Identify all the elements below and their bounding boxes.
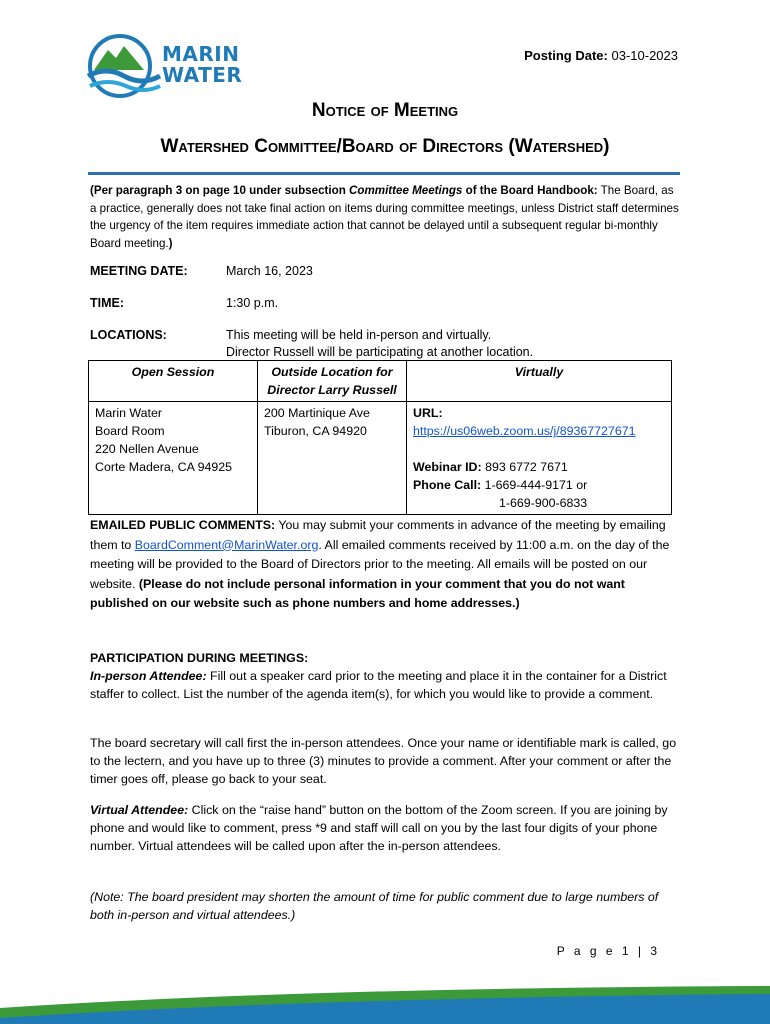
locations-table-header bbox=[89, 361, 672, 402]
participation-heading-text: PARTICIPATION DURING MEETINGS: bbox=[90, 651, 309, 665]
virtual-text: Click on the “raise hand” button on the bottom of the Zoom screen. If you are joining by phone and would like to comment, press *9 and staff will call on you by the last four digits of your phone number. Virtual attendees will be called upon after the in-person attendees. bbox=[90, 803, 668, 853]
phone-number-1: 1-669-444-9171 or bbox=[484, 478, 588, 492]
inperson-paragraph bbox=[90, 667, 680, 703]
page-number: P a g e 1 | 3 bbox=[556, 944, 660, 958]
intro-bold-lead: (Per paragraph 3 on page 10 under subsection bbox=[90, 184, 349, 197]
committee-title: Watershed Committee/Board of Directors (Watershed) bbox=[160, 136, 610, 157]
locations-table bbox=[88, 360, 672, 515]
posting-date-value: 03-10-2023 bbox=[611, 48, 678, 63]
marin-water-logo bbox=[86, 32, 246, 102]
logo-text bbox=[162, 44, 242, 86]
locations-line-1: This meeting will be held in-person and virtually. bbox=[226, 328, 492, 342]
board-comment-email-link[interactable]: BoardComment@MarinWater.org bbox=[134, 537, 319, 552]
webinar-label: Webinar ID: bbox=[413, 460, 482, 474]
emailed-bold-note: (Please do not include personal information in your comment that you do not want published on our website such as phone numbers and home addresses.) bbox=[90, 576, 625, 610]
intro-text: The Board, as a practice, generally does not take final action on items during committee meetings, unless District staff determines the urgency of the item requires immediate action that cannot be delayed until a subsequent regular bi-monthly Board meeting. bbox=[90, 184, 679, 250]
emailed-text-1: You may submit your comments in advance of the meeting by emailing them to bbox=[90, 518, 666, 552]
inperson-label: In-person Attendee: bbox=[90, 669, 207, 683]
webinar-id: 893 6772 7671 bbox=[485, 460, 568, 474]
emailed-text-2: . All emailed comments received by 11:00 a.m. on the day of the meeting will be provided to the Board of Directors prior to the meeting. All emails will be posted on our website. bbox=[90, 537, 670, 591]
phone-number-2: 1-669-900-6833 bbox=[499, 496, 588, 510]
url-label: URL: bbox=[413, 406, 443, 420]
note-text: (Note: The board president may shorten the amount of time for public comment due to large numbers of both in-person and virtual attendees.) bbox=[90, 890, 659, 922]
intro-close: ) bbox=[168, 236, 173, 250]
address-line: 220 Nellen Avenue bbox=[95, 442, 199, 456]
zoom-link[interactable]: https://us06web.zoom.us/j/89367727671 bbox=[413, 424, 636, 438]
meeting-date-label: MEETING DATE: bbox=[90, 264, 188, 278]
secretary-paragraph: The board secretary will call first the in-person attendees. Once your name or identifiable mark is called, go to the lectern, and you have up to three (3) minutes to provide a comment. After your comment or after the timer goes off, please go back to your seat. bbox=[90, 736, 677, 786]
header-virtually: Virtually bbox=[407, 361, 672, 402]
time-label: TIME: bbox=[90, 296, 125, 310]
footer-wave-graphic bbox=[0, 984, 770, 1024]
logo-mark-icon bbox=[86, 32, 166, 102]
outside-location-address bbox=[258, 402, 407, 515]
address-line: Tiburon, CA 94920 bbox=[264, 424, 367, 438]
phone-label: Phone Call: bbox=[413, 478, 482, 492]
posting-date-label: Posting Date: bbox=[524, 48, 608, 63]
virtual-paragraph bbox=[90, 801, 680, 855]
time-value: 1:30 p.m. bbox=[226, 296, 279, 310]
posting-date bbox=[524, 48, 678, 63]
locations-table-row bbox=[89, 402, 672, 515]
meeting-date-value: March 16, 2023 bbox=[226, 264, 313, 278]
address-line: Corte Madera, CA 94925 bbox=[95, 460, 233, 474]
participation-heading bbox=[90, 649, 680, 667]
intro-bold-tail: of the Board Handbook: bbox=[462, 184, 598, 197]
emailed-comments-paragraph bbox=[90, 516, 680, 614]
inperson-text: Fill out a speaker card prior to the meeting and place it in the container for a District staffer to collect. List the number of the agenda item(s), for which you would like to provide a comment. bbox=[90, 669, 667, 701]
logo-line-2: WATER bbox=[162, 63, 243, 87]
open-session-address bbox=[89, 402, 258, 515]
virtual-label: Virtual Attendee: bbox=[90, 803, 189, 817]
note-paragraph bbox=[90, 888, 680, 924]
header-open-session: Open Session bbox=[89, 361, 258, 402]
title-divider bbox=[88, 172, 680, 175]
virtual-details bbox=[407, 402, 672, 515]
locations-label: LOCATIONS: bbox=[90, 328, 167, 342]
emailed-label: EMAILED PUBLIC COMMENTS: bbox=[90, 518, 276, 532]
address-line: 200 Martinique Ave bbox=[264, 406, 370, 420]
header-outside-location: Outside Location for Director Larry Russell bbox=[258, 361, 407, 402]
locations-line-2: Director Russell will be participating at another location. bbox=[226, 345, 534, 359]
intro-italic: Committee Meetings bbox=[349, 184, 463, 197]
notice-title: Notice of Meeting bbox=[311, 100, 459, 121]
logo-line-1: MARIN bbox=[162, 42, 240, 66]
intro-paragraph bbox=[90, 182, 680, 252]
address-line: Marin Water bbox=[95, 406, 163, 420]
address-line: Board Room bbox=[95, 424, 165, 438]
